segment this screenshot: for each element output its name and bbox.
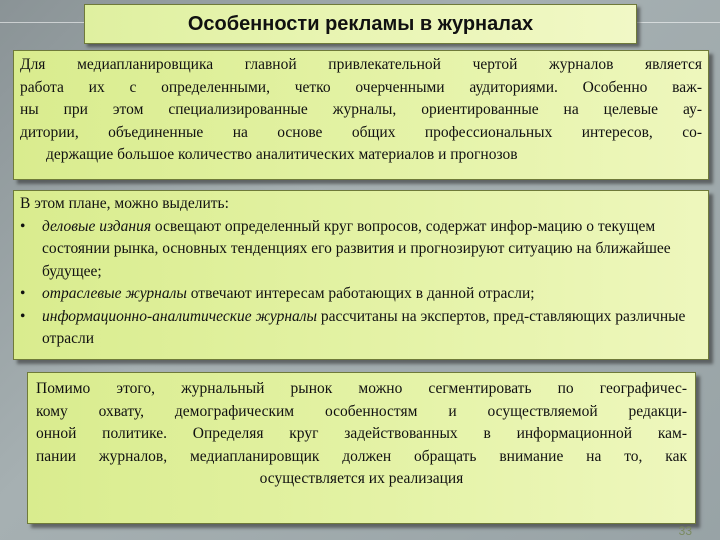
magazine-types-intro: В этом плане, можно выделить: (20, 195, 229, 212)
list-item-description: освещают определенный круг вопросов, содержат инфор-мацию о текущем состоянии рынка, основных тенденциях его развития и прогнозируют ситуацию на ближайшее будущее; (42, 217, 671, 280)
segmentation-line: Помимо этого, журнальный рынок можно сегментировать по географичес- (36, 380, 687, 397)
intro-panel (13, 50, 709, 180)
segmentation-line: кому охвату, демографическим особенностям и осуществляемой редакци- (36, 402, 687, 420)
list-item (20, 216, 702, 284)
intro-line: дитории, объединенные на основе общих профессиональных интересов, со- (20, 123, 702, 141)
list-item (20, 283, 702, 306)
bullet-icon: • (20, 285, 26, 302)
list-item-text (42, 283, 702, 306)
list-item-term: информационно-аналитические журналы (42, 307, 318, 325)
bullet-icon: • (20, 307, 26, 325)
magazine-types-panel (13, 190, 709, 360)
bullet-icon: • (20, 217, 26, 235)
list-item-text (42, 216, 702, 284)
segmentation-line: пании журналов, медиапланировщик должен обращать внимание на то, как (36, 447, 687, 465)
intro-line: работа их с определенными, четко очерченными аудиториями. Особенно важ- (20, 78, 702, 96)
segmentation-line: осуществляется их реализация (259, 470, 464, 487)
page-number: 33 (678, 524, 692, 538)
list-item-text (42, 306, 702, 351)
decorative-line (635, 22, 720, 23)
decorative-line (0, 22, 84, 23)
segmentation-panel (27, 372, 696, 524)
list-item-term: деловые издания (42, 217, 152, 235)
intro-line: ны при этом специализированные журналы, ориентированные на целевые ау- (20, 101, 702, 118)
list-item-description: рассчитаны на экспертов, пред-ставляющих различные отрасли (42, 307, 686, 347)
title-banner (84, 4, 637, 44)
intro-line: Для медиапланировщика главной привлекательной чертой журналов является (20, 56, 702, 73)
list-item-description: отвечают интересам работающих в данной отрасли; (186, 285, 535, 302)
segmentation-line: онной политике. Определяя круг задействованных в информационной кам- (36, 425, 687, 442)
list-item-term: отраслевые журналы (42, 285, 187, 302)
list-item (20, 306, 702, 351)
intro-line: держащие большое количество аналитических материалов и прогнозов (46, 146, 518, 163)
page-title: Особенности рекламы в журналах (187, 12, 534, 35)
